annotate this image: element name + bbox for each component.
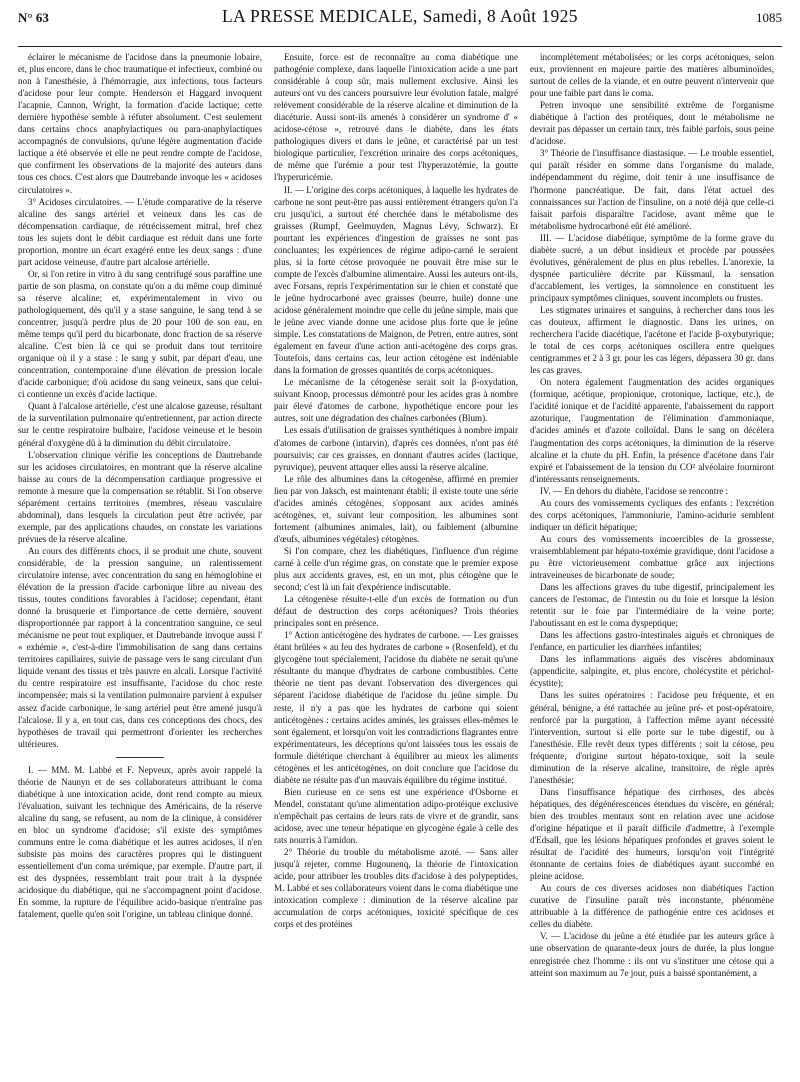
paragraph: éclairer le mécanisme de l'acidose dans la pneumonie lobaire, et, plus encore, dans le choc traumatique et infectieux, combiné ou non à l'anesthésie, à l'hémorragie, aux infections, tous facteurs d'acidose pour leur compte. Henderson et Haggard invoquent l'acapnie, Cannon, Wright, la formation d'acide lactique; cette dernière hypothèse semble à réfuter absolument. C'est seulement dans certains chocs anaphylactiques ou para-anaphylactiques accompagnés de convulsions, qu'une légère augmentation d'acide lactique a été observée et elle ne peut rendre compte de l'acidose, que confirment les observations de la majorité des auteurs dans tous ces chocs. C'est alors que Dautrebande invoque les « acidoses circulatoires ». [18, 52, 262, 195]
paragraph: Le rôle des albumines dans la cétogenèse, affirmé en premier lieu par von Jaksch, est maintenant établi; il existe toute une série d'acides aminés cétogènes, s'opposant aux acides aminés acétogènes, et, suivant leur composition, les albumines sont fortement (albumines animales, lait), ou faiblement (albumine d'œufs, albumines végétales) cétogènes. [274, 473, 518, 544]
text-columns [18, 51, 782, 1081]
page-number: 1085 [756, 10, 782, 25]
paragraph: Si l'on compare, chez les diabétiques, l'influence d'un régime carné à celle d'un régime gras, on constate que le premier expose plus aux accidents graves, est, en un mot, plus cétogène que le second; c'est là un fait d'expérience indiscutable. [274, 545, 518, 593]
paragraph: Dans l'insuffisance hépatique des cirrhoses, des abcès hépatiques, des dégénérescences étendues du viscère, en général; bien des troubles mentaux sont en relation avec une acidose d'origine hépatique et il paraît difficile d'admettre, à l'exemple d'Edsall, que les lésions hépatiques profondes et graves soient le résultat de l'acidité des humeurs, lorsqu'on voit l'intégrité étonnante de certains foies de diabétiques ayant succombé en pleine acidose. [530, 786, 774, 882]
paragraph: Au cours des vomissements incoercibles de la grossesse, vraisemblablement par hépato-toxémie gravidique, dont l'acidose a pu être victorieusement combattue grâce aux injections intraveineuses de bicarbonate de soude; [530, 533, 774, 581]
paragraph: 1° Action anticétogène des hydrates de carbone. — Les graisses étant brûlées « au feu des hydrates de carbone » (Rosenfeld), et du glycogène tout spécialement, l'acidose du diabète ne serait qu'une résultante du manque d'hydrates de carbone combustibles. Cette théorie ne tient pas devant l'observation des divergences qui séparent l'acidose diabétique de l'acidose du jeûne simple. Du reste, il n'y a pas que les hydrates de carbone qui soient anticétogènes : certains acides aminés, les graisses elles-mêmes le sont également, et lorsqu'on voit les contradictions flagrantes entre expérimentateurs, les déceptions qu'ont laissées tous les essais de formule diététique cherchant à équilibrer au mieux les aliments cétogènes et les anticétogènes, on doit conclure que l'acidose du diabète ne résulte pas d'un mauvais équilibre du régime institué. [274, 630, 518, 785]
paragraph: Dans les inflammations aiguës des viscères abdominaux (appendicite, salpingite, et, plus encore, cholécystite et péricholécystite); [530, 654, 774, 689]
paragraph: Quant à l'alcalose artérielle, c'est une alcalose gazeuse, résultant de la surventilation pulmonaire qu'entretiennent, par action directe sur le centre respiratoire bulbaire, l'acidose veineuse et le besoin général d'oxygène dû à la diminution du débit circulatoire. [18, 401, 262, 448]
paragraph: Dans les suites opératoires : l'acidose peu fréquente, et en général, bénigne, a été rattachée au jeûne pré- et post-opératoire, renforcé par la purgation, à l'affection même ayant nécessité l'intervention, surtout si elle porte sur le tube digestif, ou à l'anesthésie. Elle revêt deux types différents ; soit la cétose, peu fréquente, d'origine surtout hépato-toxique, soit la seule diminution de la réserve alcaline, transitoire, de règle après l'anesthésie; [530, 690, 774, 785]
paragraph: incomplètement métabolisées; or les corps acétoniques, selon eux, proviennent en majeure partie des matières albuminoïdes, surtout de celles de la viande, et en outre peuvent n'intervenir que pour une faible part dans le coma. [530, 52, 774, 99]
paragraph: V. — L'acidose du jeûne a été étudiée par les auteurs grâce à une observation de quarante-deux jours de durée, la plus longue enregistrée chez l'homme : ils ont vu s'instituer une cétose qui a atteint son maximum au 7e jour, puis a baissé spontanément, a [530, 931, 774, 978]
paragraph: La cétogenèse résulte-t-elle d'un excès de formation ou d'un défaut de destruction des corps acétoniques? Trois théories principales sont en présence. [274, 594, 518, 629]
paragraph: Les stigmates urinaires et sanguins, à rechercher dans tous les cas douteux, affirment le diagnostic. Dans les urines, on recherchera l'acide diacétique, l'acétone et l'acide β-oxybutyrique; le total de ces corps acétoniques oscillera entre quelques centigrammes et 2 à 3 gr. pour les cas légers, dépassera 30 gr. dans les cas graves. [530, 304, 774, 376]
paragraph: Dans les affections graves du tube digestif, principalement les cancers de l'estomac, de l'intestin ou du foie et lorsque la lésion retentit sur le foie par l'intermédiaire de la veine porte; l'aboutissant en est le coma dyspeptique; [530, 582, 774, 629]
paragraph: IV. — En dehors du diabète, l'acidose se rencontre : [540, 485, 729, 496]
paragraph: II. — L'origine des corps acétoniques, à laquelle les hydrates de carbone ne sont peut-être pas aussi entièrement étrangers qu'on l'a cru jusqu'ici, a surtout été cherchée dans le métabolisme des graisses (Rumpf, Geelmuyden, Magnus Lévy, Schwarz). Et pourtant les expériences d'ingestion de graisses ne sont pas concluantes; les expériences de régime adipo-carné le seraient plus, si la forte cétose provoquée ne pouvait être mise sur le compte de l'excès d'albumine alimentaire. Aussi les auteurs ont-ils, avec Forsans, repris l'expérimentation sur le chien et constaté que le jeûne hydrocarboné avec graisses (beurre, huile) donne une acidose généralement moindre que celle du jeûne simple, mais que le jeûne avec viande donne une acidose plus forte que le jeûne simple. Les constatations de Maignon, de Petren, entre autres, sont également en faveur d'une action anti-acétogène des corps gras. Toutefois, dans certains cas, leur action cétogène est indéniable dans la formation de grosses quantités de corps acétoniques. [274, 184, 518, 376]
paragraph: L'observation clinique vérifie les conceptions de Dautrebande sur les acidoses circulatoires, en montrant que la réserve alcaline baisse au cours de la décompensation cardiaque progressive et remonte à mesure que la compensation se rétablit. Si l'on observe séparément certains territoires (membres, réseau vasculaire abdominal), dans lesquels la circulation peut être activée, par exemple, par des applications chaudes, on constate les variations prévues de la réserve alcaline. [18, 449, 262, 544]
paragraph: Or, si l'on retire in vitro à du sang centrifugé sous paraffine une partie de son plasma, on constate qu'on a du même coup diminué sa réserve alcaline; et, expérimentalement in vivo ou pathologiquement, dès qu'il y a stase sanguine, le sang tend à se concentrer, jusqu'à perdre plus de 20 pour 100 de son eau, en même temps qu'il perd du bicarbonate, donc fraction de sa réserve alcaline. C'est bien là ce qui se produit dans tout territoire organique où il y a stase : le sang y subit, par départ d'eau, une concentration, contemporaine d'une élévation de pression locale d'acide carbonique; d'où acidose du sang veineux, sans que celui-ci contienne un excès d'acide lactique. [18, 268, 262, 400]
paragraph: 3° Théorie de l'insuffisance diastasique. — Le trouble essentiel, qui paraît résider en somme dans l'organisme du malade, indépendamment du régime, doit tenir à une insuffisance de l'hormone pancréatique. De fait, dans l'état actuel des connaissances sur l'action de l'insuline, on a noté déjà que celle-ci faisait parfois disparaître l'acidose, avant même que le métabolisme hydrocarboné eût été amélioré. [530, 148, 774, 231]
paragraph: Ensuite, force est de reconnaître au coma diabétique une pathogénie complexe, dans laquelle l'intoxication acide a une part considérable à coup sûr, mais nullement exclusive. Ainsi les auteurs ont vu des cancers poursuivre leur évolution fatale, malgré relèvement considérable de la réserve alcaline et diminution de la diacéturie. Aussi sont-ils amenés à considérer un syndrome d' « acidose-cétose », retrouvé dans le diabète, dans les états pathologiques divers et dans le jeûne, et caractérisé par un test biologique particulier, l'excrétion urinaire des corps acétoniques, de même que l'urémie a pour test l'hyperazotémie, la goutte l'hyperuricémie. [274, 52, 518, 183]
paragraph: Au cours des vomissements cycliques des enfants : l'excrétion des corps acétoniques, l'ammoniurie, l'amino-acidurie semblent indiquer un déficit hépatique; [530, 497, 774, 532]
column-2 [274, 51, 518, 1081]
journal-title: LA PRESSE MEDICALE, Samedi, 8 Août 1925 [222, 6, 578, 26]
paragraph: Les essais d'utilisation de graisses synthétiques à nombre impair d'atomes de carbone (intarvin), d'après ces données, n'ont pas été poursuivis; car ces graisses, en donnant d'autres acides (lactique, pyruvique), peuvent attaquer elles aussi la réserve alcaline. [274, 425, 518, 472]
paragraph: Au cours des différents chocs, il se produit une chute, souvent considérable, de la pression sanguine, un ralentissement circulatoire intense, avec concentration du sang en hémoglobine et élévation de la pression d'acide carbonique libre au niveau des tissus, toutes conditions favorables à l'acidose; cependant, étant donné la brusquerie et l'importance de cette dernière, souvent disproportionnée par rapport à la concentration sanguine, ce seul mécanisme ne peut tout expliquer, et Dautrebande invoque aussi l' « exhémie », c'est-à-dire l'immobilisation de sang dans certains territoires capillaires, suivie de passage vers le sang circulant d'un liquide venant des tissus et très pauvre en alcali. Lorsque l'activité du centre respiratoire est insuffisante, l'acidose du choc reste incompensée; mais si la ventilation pulmonaire parvient à expulser assez d'acide carbonique, le sang artériel peut être amené jusqu'à l'alcalose. Il y a, en tout cas, dans ces conceptions des chocs, des hypothèses de travail qui permettront d'orienter les recherches ultérieures. [18, 545, 262, 749]
paragraph: On notera également l'augmentation des acides organiques (formique, acétique, propionique, crotonique, lactique, etc.), de l'acidité ionique et de l'acidité apparente, l'abaissement du rapport azoturique, l'augmentation de l'élimination d'ammoniaque, d'acides aminés et d'azote colloïdal. Dans le sang on décèlera l'augmentation des corps acétoniques, la diminution de la réserve alcaline et la chute du pH. Enfin, la présence d'acétone dans l'air expiré et l'abaissement de la tension du CO² alvéolaire fourniront d'intéressants renseignements. [530, 377, 774, 484]
paragraph: Au cours de ces diverses acidoses non diabétiques l'action curative de l'insuline paraît très inconstante, phénomène attribuable à la différence de pathogénie entre ces acidoses et celles du diabète. [530, 883, 774, 930]
paragraph: 3° Acidoses circulatoires. — L'étude comparative de la réserve alcaline des sangs artériel et veineux dans les cas de décompensation cardiaque, de rétrécissement mitral, bref chez tous les sujets dont le débit cardiaque est réduit dans une forte proportion, montre un écart exagéré entre les deux sangs : d'une part acidose veineuse, d'autre part alcalose artérielle. [18, 196, 262, 267]
paragraph: 2° Théorie du trouble du métabolisme azoté. — Sans aller jusqu'à rejeter, comme Hugounenq, la théorie de l'intoxication acide, pour attribuer les troubles dits d'acidose à des polypeptides, M. Labbé et ses collaborateurs voient dans le coma diabétique une intoxication complexe : diminution de la réserve alcaline par accumulation de corps acétoniques, toxicité spécifique de ces corps et des protéines [274, 847, 518, 930]
column-3 [530, 51, 774, 1081]
paragraph: III. — L'acidose diabétique, symptôme de la forme grave du diabète sucré, a un début insidieux et procède par poussées évolutives, généralement de plus en plus rebelles. L'anorexie, la dyspnée particulière décrite par Küssmaul, la sensation d'accablement, les vertiges, la somnolence en constituent les principaux symptômes cliniques, souvent incomplets ou frustes. [530, 232, 774, 303]
paragraph: Le mécanisme de la cétogenèse serait soit la β-oxydation, suivant Knoop, processus démontré pour les acides gras à nombre pair élevé d'atomes de carbone, hypothétique encore pour les autres, soit une dégradation des chaînes carbonées (Blum). [274, 377, 518, 424]
paragraph: Bien curieuse en ce sens est une expérience d'Osborne et Mendel, constatant qu'une alimentation adipo-protéique exclusive n'empêchait pas certains de leurs rats de vivre et de grandir, sans acidose, avec une teneur hépatique en glycogène égale à celle des rats nourris à l'amidon. [274, 786, 518, 846]
column-1 [18, 51, 262, 1081]
paragraph: I. — MM. M. Labbé et F. Nepveux, après avoir rappelé la théorie de Naunyn et de ses collaborateurs attribuant le coma diabétique à une intoxication acide, dont rend compte au mieux l'évaluation, suivant les technique des Américains, de la réserve alcaline du sang, se refusent, au nom de la clinique, à considérer en bloc un syndrome d'acidose; s'il existe des symptômes communs entre le coma diabétique et les autres acidoses, il n'en subsiste pas moins des caractères propres qui le distinguent essentiellement d'un coma urémique, par exemple. D'autre part, il est des dyspnées, ressemblant trait pour trait à la dyspnée acidosique du diabétique, qui ne s'accompagnent point d'acidose. En somme, la rupture de l'équilibre acido-basique n'entraîne pas fatalement, quelle qu'en soit l'origine, un tableau clinique donné. [18, 764, 262, 920]
page-header [18, 6, 782, 47]
paragraph: Dans les affections gastro-intestinales aiguës et chroniques de l'enfance, en particulier les diarrhées infantiles; [530, 630, 774, 653]
issue-number: N° 63 [18, 10, 49, 25]
paragraph: Petren invoque une sensibilité extrême de l'organisme diabétique à l'action des protéiques, dont le métabolisme ne devrait pas dépasser un certain taux, très faible parfois, sous peine d'acidose. [530, 100, 774, 147]
section-separator [18, 750, 262, 764]
